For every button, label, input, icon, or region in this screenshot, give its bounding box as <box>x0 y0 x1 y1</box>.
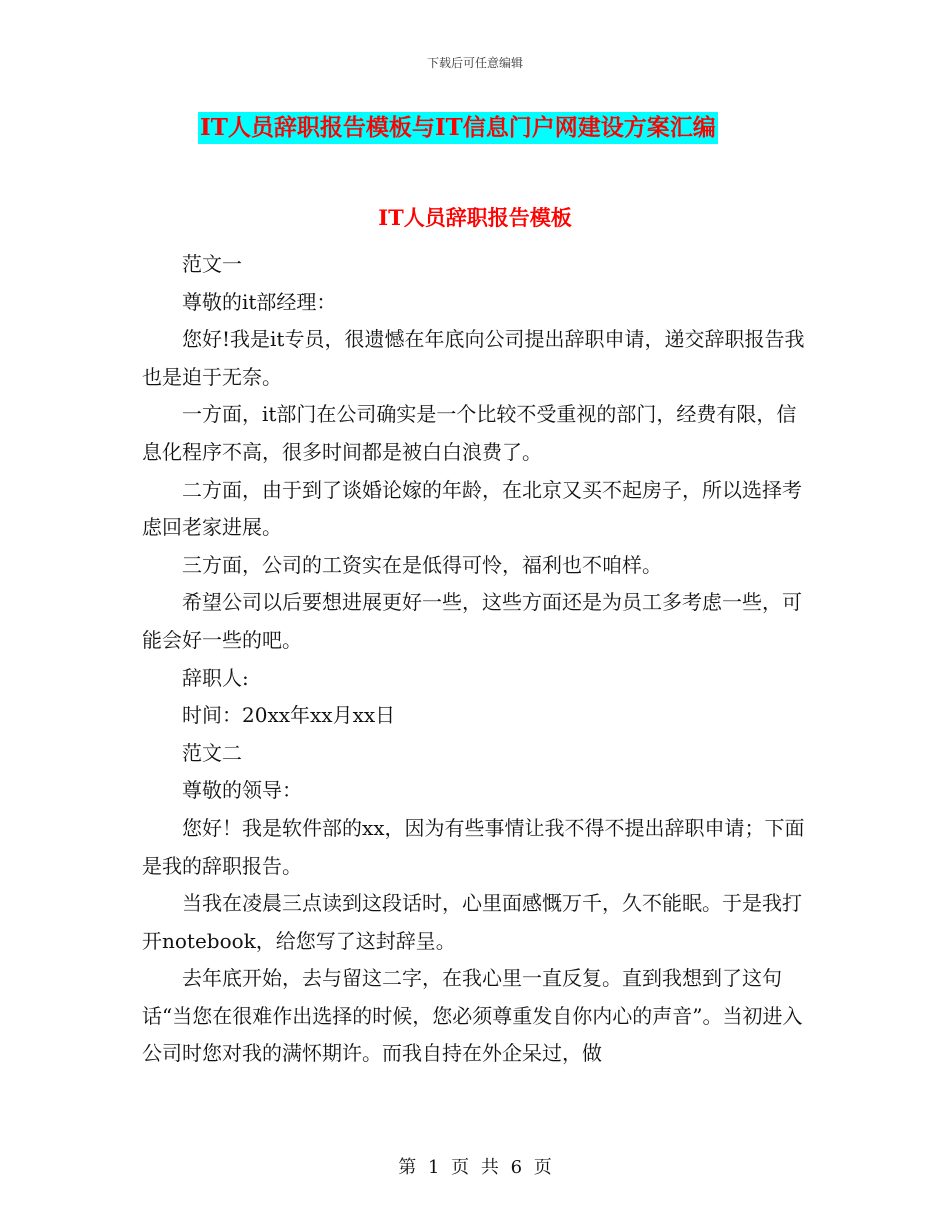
paragraph: 时间：20xx年xx月xx日 <box>182 703 396 728</box>
paragraph: 二方面，由于到了谈婚论嫁的年龄，在北京又买不起房子，所以选择考虑回老家进展。 <box>142 477 802 540</box>
section-title: IT人员辞职报告模板 <box>378 205 572 230</box>
paragraph: 范文二 <box>182 740 242 765</box>
header-note: 下载后可任意编辑 <box>426 56 523 70</box>
paragraph: 三方面，公司的工资实在是低得可怜，福利也不咱样。 <box>182 552 662 577</box>
paragraph: 尊敬的it部经理： <box>182 289 337 314</box>
paragraph: 辞职人: <box>182 665 249 690</box>
paragraph: 希望公司以后要想进展更好一些，这些方面还是为员工多考虑一些，可能会好一些的吧。 <box>142 590 802 652</box>
paragraph: 您好!我是it专员，很遗憾在年底向公司提出辞职申请，递交辞职报告我也是迫于无奈。 <box>142 327 805 389</box>
paragraph: 当我在凌晨三点读到这段话时，心里面感慨万千，久不能眠。于是我打开notebook，给您写了这封辞呈。 <box>142 891 802 953</box>
page-footer: 第 1 页 共 6 页 <box>398 1157 552 1178</box>
paragraph: 一方面，it部门在公司确实是一个比较不受重视的部门，经费有限，信息化程序不高，很多时间都是被白白浪费了。 <box>142 402 797 464</box>
body-text <box>142 246 810 1073</box>
paragraph: 尊敬的领导： <box>182 778 302 803</box>
paragraph: 去年底开始，去与留这二字，在我心里一直反复。直到我想到了这句话“当您在很难作出选择的时候，您必须尊重发自你内心的声音”。当初进入公司时您对我的满怀期许。而我自持在外企呆过，做 <box>142 966 803 1066</box>
paragraph: 范文一 <box>182 252 242 276</box>
document-title: IT人员辞职报告模板与IT信息门户网建设方案汇编 <box>198 112 718 144</box>
paragraph: 您好！我是软件部的xx，因为有些事情让我不得不提出辞职申请；下面是我的辞职报告。 <box>142 815 805 878</box>
